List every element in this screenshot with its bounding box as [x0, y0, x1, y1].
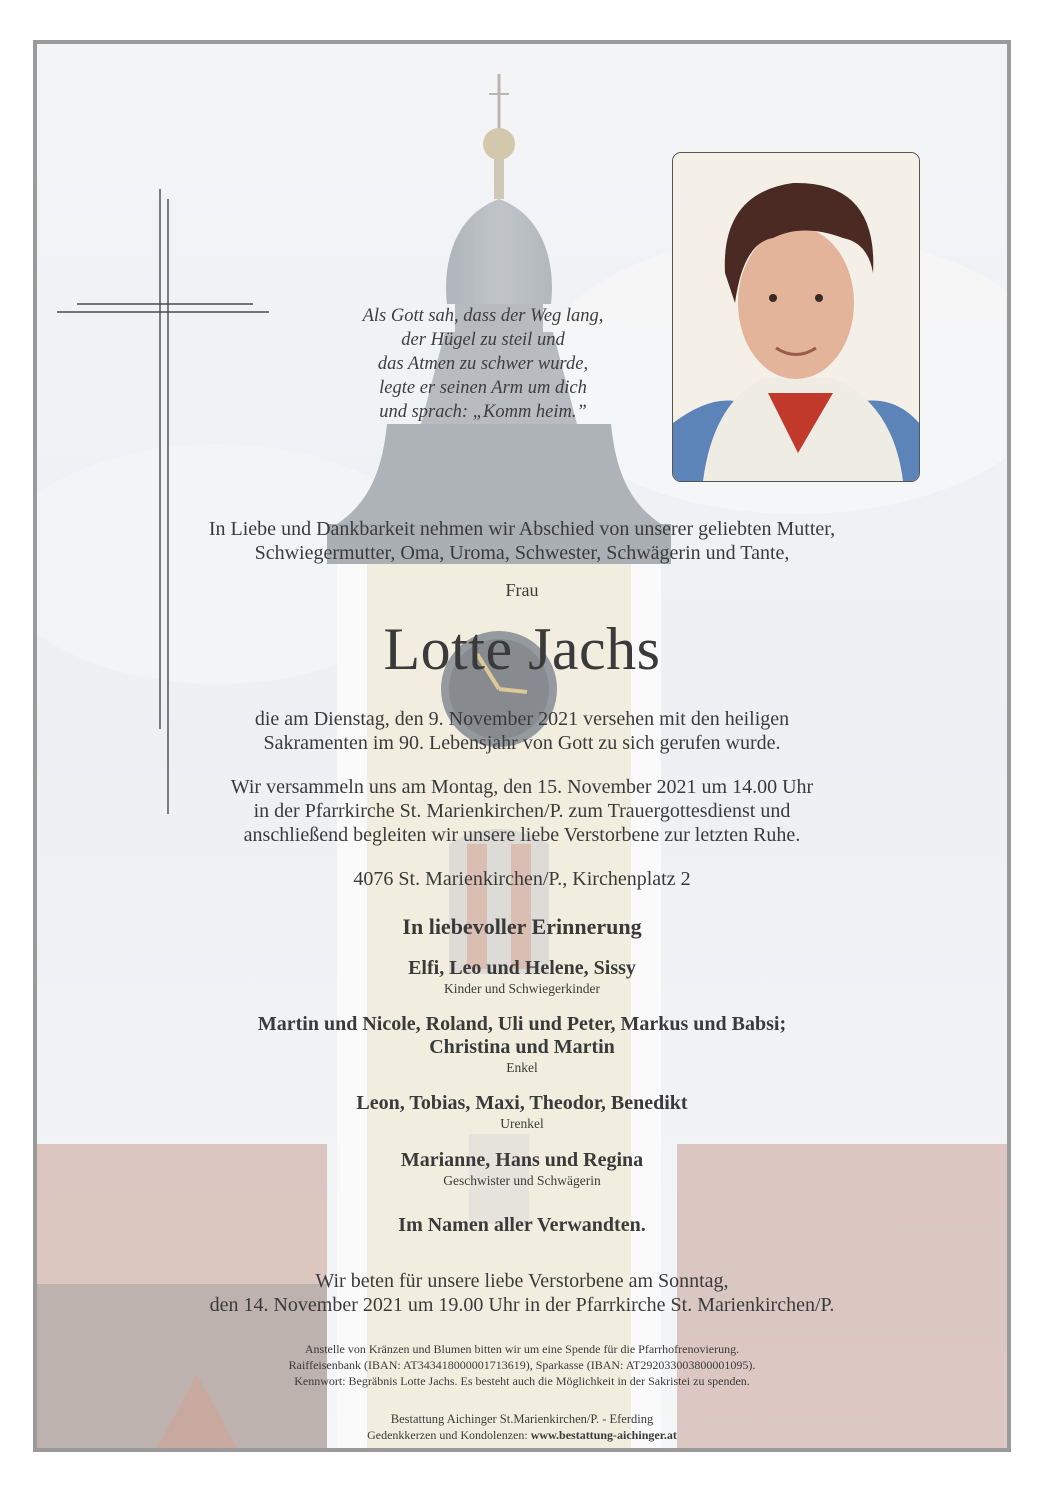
mourner-relation: Kinder und Schwiegerkinder [444, 981, 600, 996]
quote-line: das Atmen zu schwer wurde, [377, 354, 589, 374]
service-line: in der Pfarrkirche St. Marienkirchen/P. zum Trauergottesdienst und [253, 800, 791, 822]
quote-poem [287, 304, 679, 424]
prayer-line: den 14. November 2021 um 19.00 Uhr in der Pfarrkirche St. Marienkirchen/P. [209, 1294, 835, 1316]
mourner-names: Martin und Nicole, Roland, Uli und Peter, Markus und Babsi; [257, 1013, 787, 1035]
mourner-names: Marianne, Hans und Regina [400, 1149, 644, 1171]
mourner-relation: Geschwister und Schwägerin [443, 1173, 601, 1188]
all-relatives: Im Namen aller Verwandten. [398, 1214, 646, 1236]
donation-line: Kennwort: Begräbnis Lotte Jachs. Es besteht auch die Möglichkeit in der Sakristei zu spenden. [294, 1374, 750, 1388]
death-notice-line: Sakramenten im 90. Lebensjahr von Gott zu sich gerufen wurde. [263, 732, 781, 754]
quote-line: legte er seinen Arm um dich [379, 378, 587, 398]
funeral-home: Bestattung Aichinger St.Marienkirchen/P. - Eferding [390, 1412, 654, 1426]
mourner-names: Leon, Tobias, Maxi, Theodor, Benedikt [356, 1092, 688, 1114]
obituary-frame [33, 40, 1011, 1452]
quote-line: und sprach: „Komm heim.” [379, 402, 587, 422]
service-line: anschließend begleiten wir unsere liebe Verstorbene zur letzten Ruhe. [243, 824, 801, 846]
salutation: Frau [505, 580, 539, 600]
quote-line: Als Gott sah, dass der Weg lang, [362, 306, 604, 326]
quote-line: der Hügel zu steil und [401, 330, 565, 350]
condolence-label: Gedenkkerzen und Kondolenzen: [367, 1428, 528, 1442]
website-link[interactable]: www.bestattung-aichinger.at [530, 1428, 677, 1442]
prayer-line: Wir beten für unsere liebe Verstorbene am Sonntag, [315, 1270, 729, 1292]
mourner-relation: Urenkel [500, 1116, 544, 1131]
intro-line: In Liebe und Dankbarkeit nehmen wir Abschied von unserer geliebten Mutter, [208, 518, 836, 540]
service-line: Wir versammeln uns am Montag, den 15. November 2021 um 14.00 Uhr [230, 776, 814, 798]
death-notice-line: die am Dienstag, den 9. November 2021 versehen mit den heiligen [254, 708, 790, 730]
intro-line: Schwiegermutter, Oma, Uroma, Schwester, Schwägerin und Tante, [254, 542, 790, 564]
donation-line: Raiffeisenbank (IBAN: AT343418000001713619), Sparkasse (IBAN: AT292033003800001095). [288, 1358, 756, 1372]
deceased-name: Lotte Jachs [383, 616, 661, 682]
mourner-names: Elfi, Leo und Helene, Sissy [408, 957, 636, 979]
condolence-line [37, 1428, 1007, 1443]
mourner-names: Christina und Martin [429, 1036, 615, 1058]
memory-heading: In liebevoller Erinnerung [402, 914, 642, 939]
donation-line: Anstelle von Kränzen und Blumen bitten wir um eine Spende für die Pfarrhofrenovierung. [304, 1342, 740, 1356]
portrait-photo [672, 152, 920, 482]
address: 4076 St. Marienkirchen/P., Kirchenplatz 2 [353, 868, 691, 890]
mourner-relation: Enkel [506, 1060, 538, 1075]
